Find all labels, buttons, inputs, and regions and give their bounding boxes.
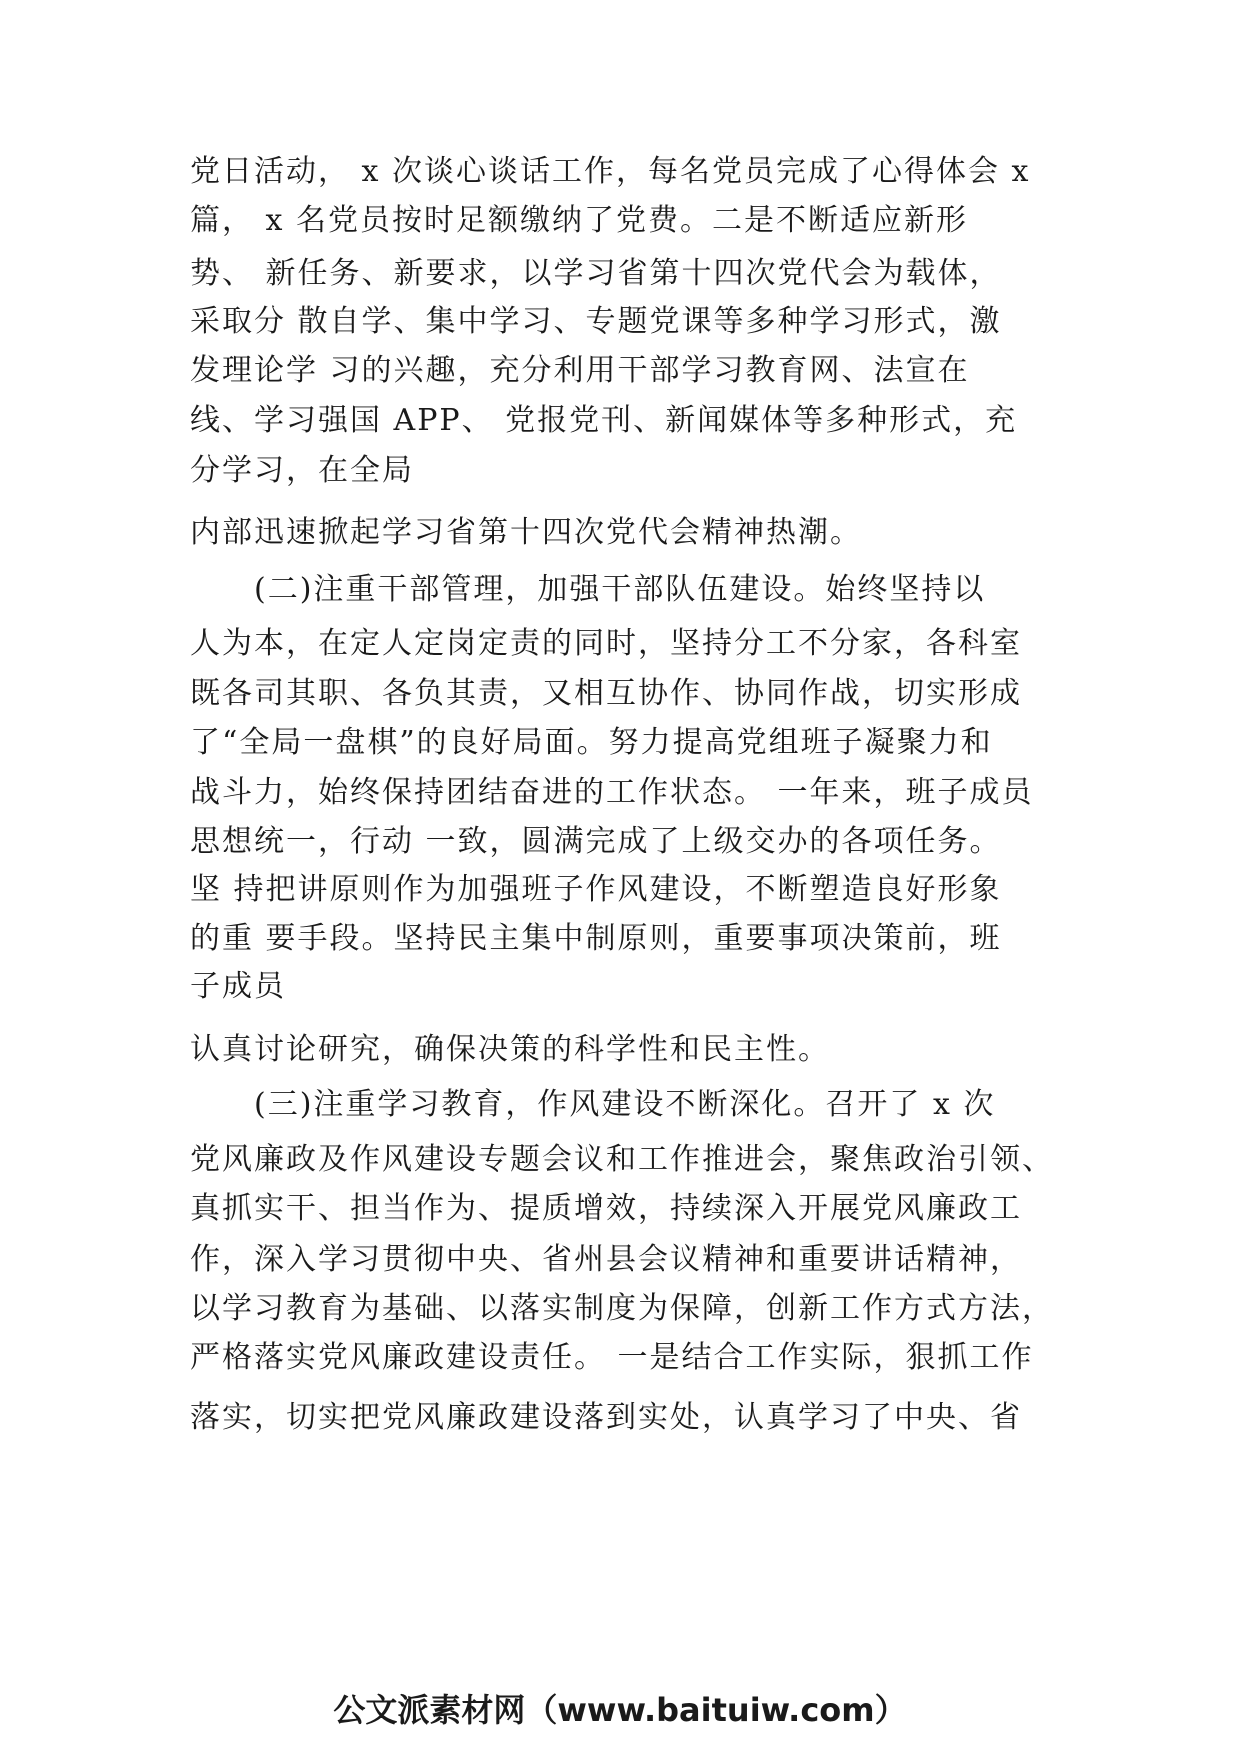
body-text-line: 落实，切实把党风廉政建设落到实处，认真学习了中央、省 <box>190 1400 1022 1435</box>
body-text-line: 的重 要手段。坚持民主集中制原则，重要事项决策前，班 <box>190 921 1002 956</box>
body-text-line: 思想统一，行动 一致，圆满完成了上级交办的各项任务。 <box>190 824 1002 859</box>
body-text-line: 以学习教育为基础、以落实制度为保障，创新工作方式方法， <box>190 1291 1054 1326</box>
body-text-line: 人为本，在定人定岗定责的同时，坚持分工不分家，各科室 <box>190 626 1022 661</box>
body-text-line: 分学习，在全局 <box>190 453 414 488</box>
body-text-line: 战斗力，始终保持团结奋进的工作状态。 一年来，班子成员 <box>190 775 1034 810</box>
body-text-line: 严格落实党风廉政建设责任。 一是结合工作实际，狠抓工作 <box>190 1340 1034 1375</box>
body-text-line: 了“全局一盘棋”的良好局面。努力提高党组班子凝聚力和 <box>190 725 993 760</box>
body-text-line: 真抓实干、担当作为、提质增效，持续深入开展党风廉政工 <box>190 1191 1022 1226</box>
body-text-line: 党风廉政及作风建设专题会议和工作推进会，聚焦政治引领、 <box>190 1142 1054 1177</box>
section-heading-line: (二)注重干部管理，加强干部队伍建设。始终坚持以 <box>190 572 986 607</box>
body-text-line: 党日活动， x 次谈心谈话工作，每名党员完成了心得体会 x <box>190 154 1031 189</box>
body-text-line: 内部迅速掀起学习省第十四次党代会精神热潮。 <box>190 515 862 550</box>
body-text-line: 发理论学 习的兴趣，充分利用干部学习教育网、法宣在 <box>190 353 970 388</box>
body-text-line: 既各司其职、各负其责，又相互协作、协同作战，切实形成 <box>190 676 1022 711</box>
body-text-line: 认真讨论研究，确保决策的科学性和民主性。 <box>190 1032 830 1067</box>
body-text-line: 采取分 散自学、集中学习、专题党课等多种学习形式，激 <box>190 304 1002 339</box>
section-heading-line: (三)注重学习教育，作风建设不断深化。召开了 x 次 <box>190 1087 996 1122</box>
body-text-line: 子成员 <box>190 969 286 1004</box>
body-text-line: 线、学习强国 APP、 党报党刊、新闻媒体等多种形式，充 <box>190 403 1018 438</box>
body-text-line: 作，深入学习贯彻中央、省州县会议精神和重要讲话精神， <box>190 1242 1022 1277</box>
body-text-line: 坚 持把讲原则作为加强班子作风建设，不断塑造良好形象 <box>190 872 1002 907</box>
body-text-line: 篇， x 名党员按时足额缴纳了党费。二是不断适应新形 <box>190 203 968 238</box>
body-text-line: 势、 新任务、新要求，以学习省第十四次党代会为载体， <box>190 256 1002 291</box>
footer-watermark: 公文派素材网（www.baituiw.com） <box>333 1691 907 1729</box>
